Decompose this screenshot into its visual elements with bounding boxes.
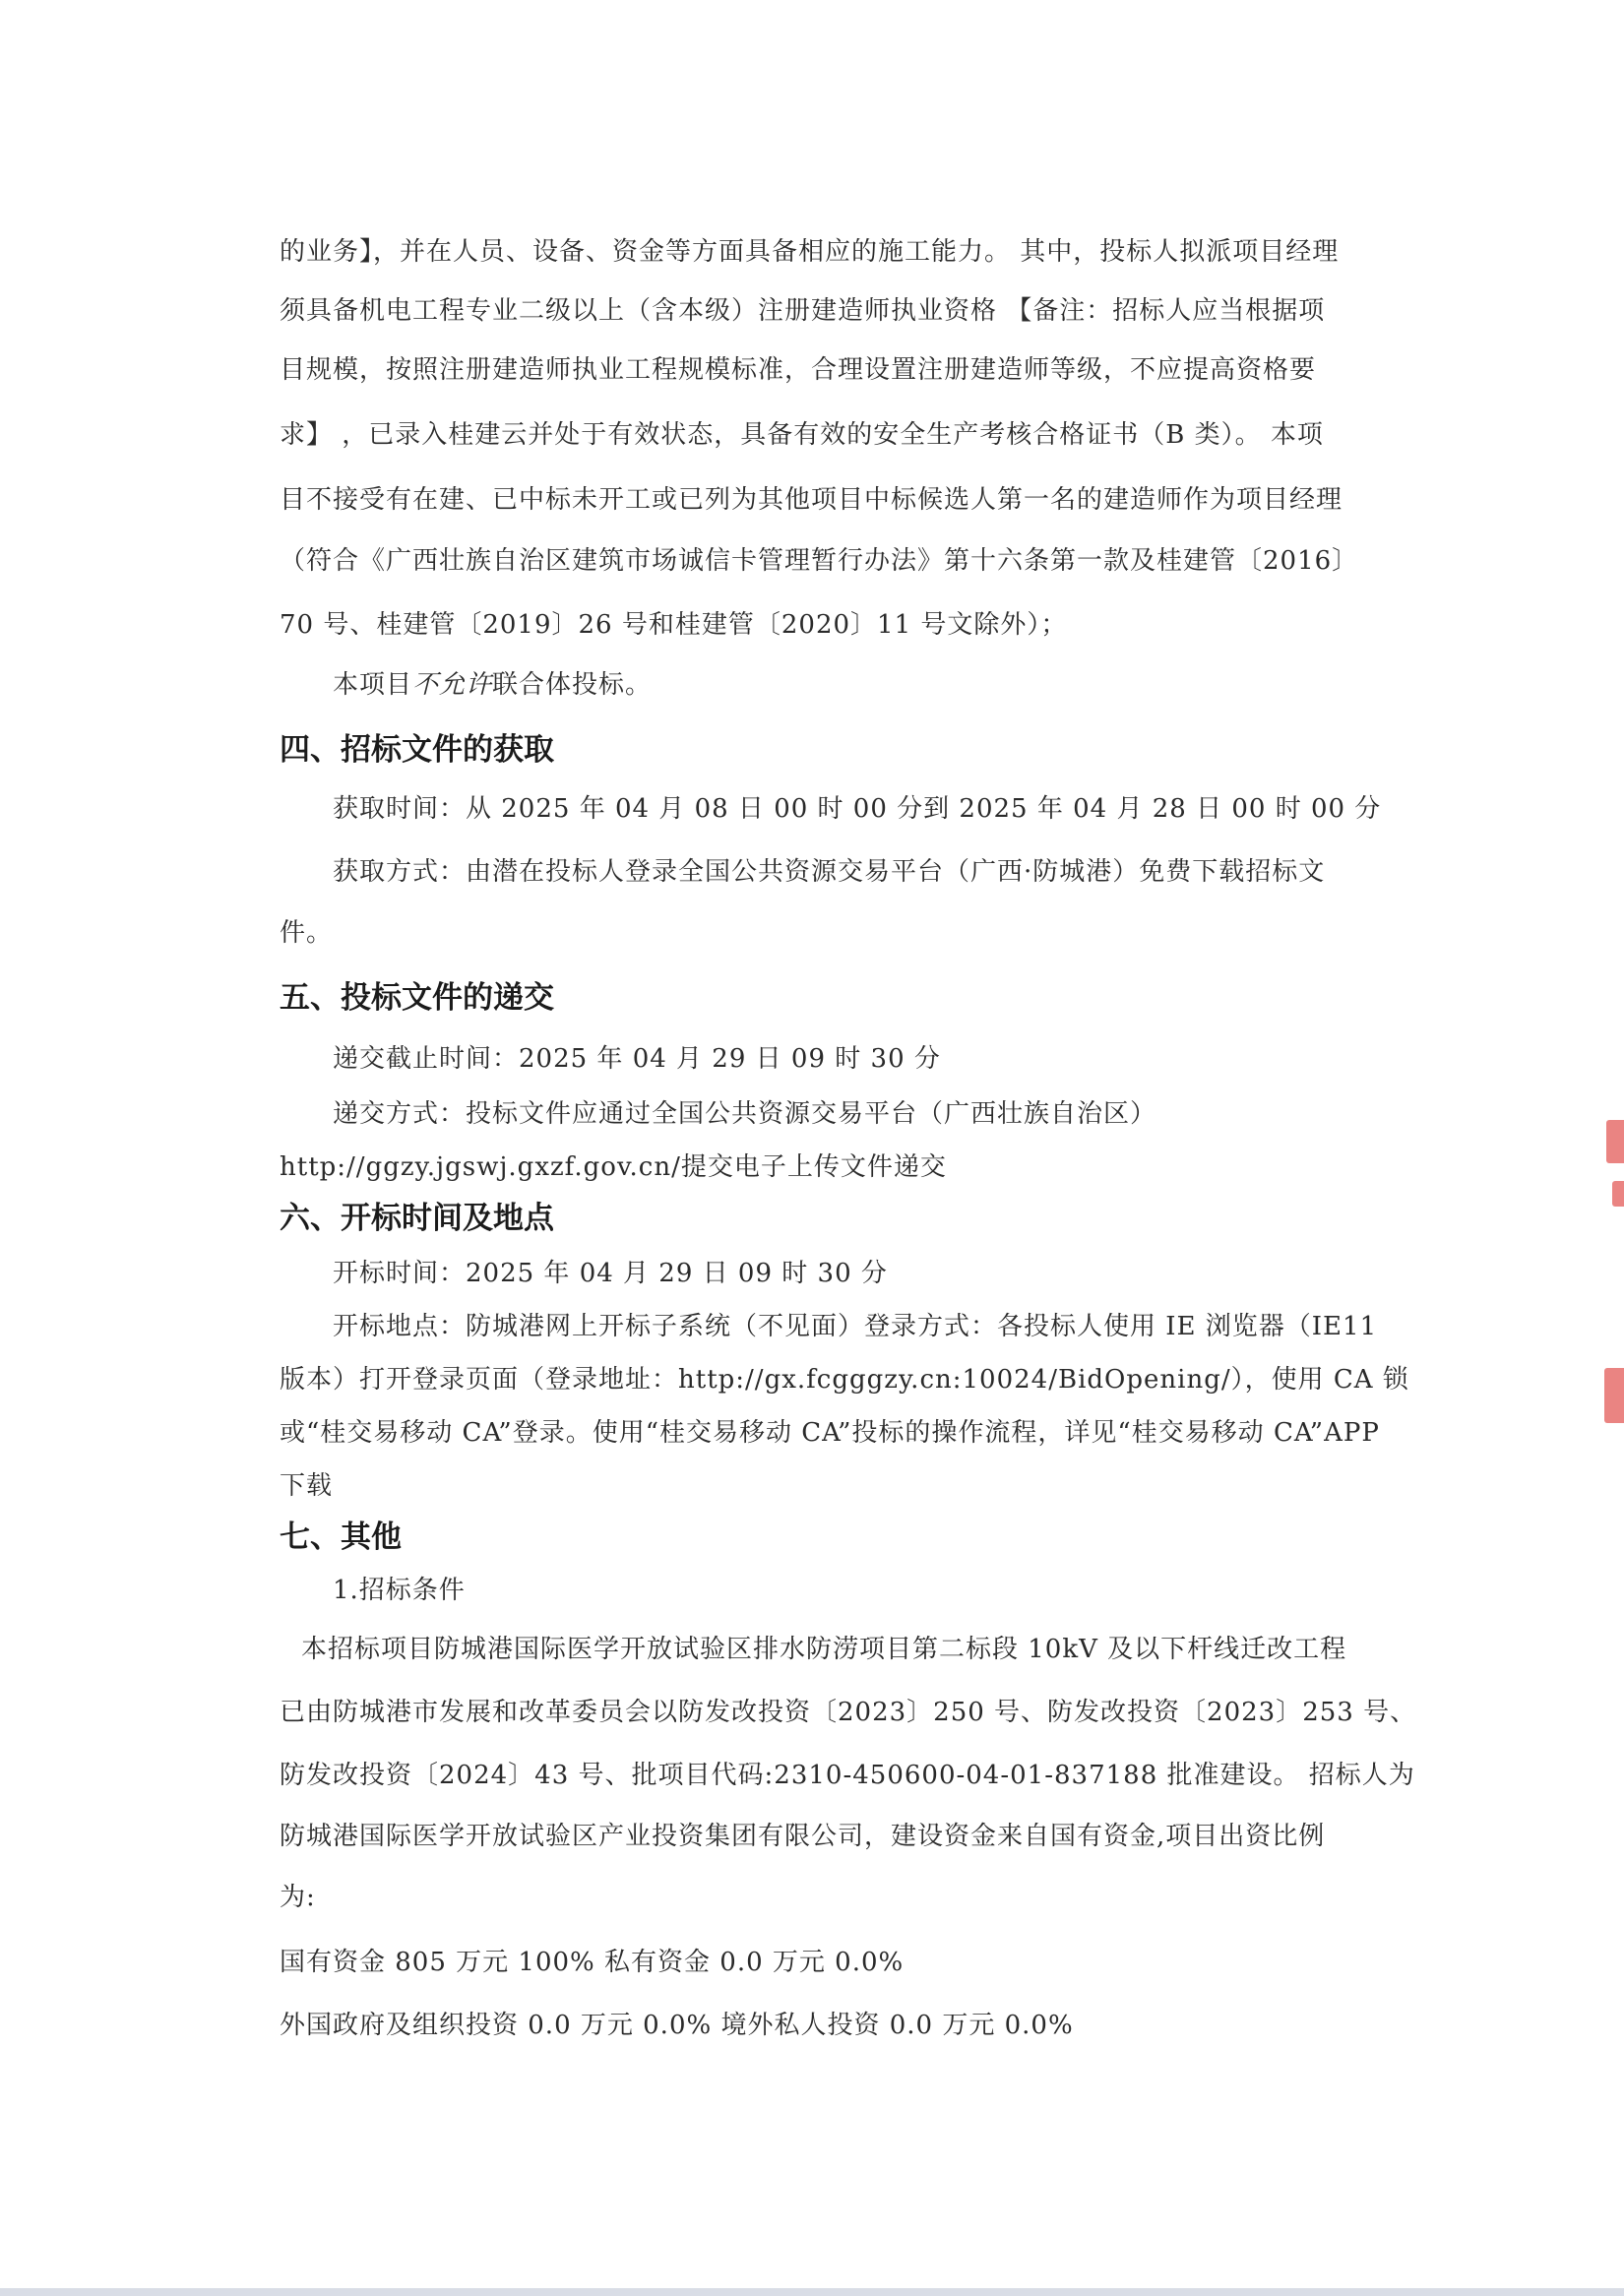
para1-line-6: （符合《广西壮族自治区建筑市场诚信卡管理暂行办法》第十六条第一款及桂建管〔2016〕: [280, 546, 1359, 576]
para1-line-2: 须具备机电工程专业二级以上（含本级）注册建造师执业资格 【备注：招标人应当根据项: [280, 296, 1326, 326]
section4-title: 四、招标文件的获取: [280, 732, 554, 768]
section4-method-line2: 件。: [280, 918, 334, 948]
section5-title: 五、投标文件的递交: [280, 980, 554, 1016]
section7-title: 七、其他: [280, 1520, 402, 1555]
para1-line-1: 的业务】，并在人员、设备、资金等方面具备相应的施工能力。 其中，投标人拟派项目经理: [280, 237, 1340, 267]
section7-body-line4: 防城港国际医学开放试验区产业投资集团有限公司，建设资金来自国有资金,项目出资比例: [280, 1822, 1326, 1851]
section7-body-line5: 为:: [280, 1883, 316, 1912]
section6-place-line1: 开标地点：防城港网上开标子系统（不见面）登录方式：各投标人使用 IE 浏览器（IE11: [333, 1312, 1378, 1341]
section5-deadline: 递交截止时间：2025 年 04 月 29 日 09 时 30 分: [333, 1044, 941, 1074]
para1-line-5: 目不接受有在建、已中标未开工或已列为其他项目中标候选人第一名的建造师作为项目经理: [280, 485, 1343, 515]
section6-place-line3: 或“桂交易移动 CA”登录。使用“桂交易移动 CA”投标的操作流程，详见“桂交易移动 CA”APP: [280, 1418, 1380, 1448]
section6-time: 开标时间：2025 年 04 月 29 日 09 时 30 分: [333, 1259, 888, 1288]
seal-stamp-fragment: [1596, 1102, 1624, 1437]
section6-place-line4: 下载: [280, 1471, 334, 1501]
section4-method-line1: 获取方式：由潜在投标人登录全国公共资源交易平台（广西·防城港）免费下载招标文: [333, 857, 1326, 887]
page-bottom-edge: [0, 2288, 1624, 2296]
section4-time: 获取时间：从 2025 年 04 月 08 日 00 时 00 分到 2025 年 04 月 28 日 00 时 00 分: [333, 794, 1382, 824]
consortium-line: [333, 667, 652, 703]
section6-place-line2: 版本）打开登录页面（登录地址：http://gx.fcgggzy.cn:10024/BidOpening/），使用 CA 锁: [280, 1365, 1409, 1395]
section7-body-line3: 防发改投资〔2024〕43 号、批项目代码:2310-450600-04-01-837188 批准建设。 招标人为: [280, 1761, 1415, 1790]
consortium-prefix: 本项目: [333, 670, 413, 700]
section7-funding-line1: 国有资金 805 万元 100% 私有资金 0.0 万元 0.0%: [280, 1948, 905, 1977]
section5-method-line2: http://ggzy.jgswj.gxzf.gov.cn/提交电子上传文件递交: [280, 1152, 947, 1182]
section5-method-line1: 递交方式：投标文件应通过全国公共资源交易平台（广西壮族自治区）: [333, 1099, 1157, 1129]
section6-title: 六、开标时间及地点: [280, 1201, 554, 1236]
section7-subtitle: 1.招标条件: [333, 1576, 466, 1605]
para1-line-7: 70 号、桂建管〔2019〕26 号和桂建管〔2020〕11 号文除外）；: [280, 610, 1068, 640]
para1-line-4: 求】 ，已录入桂建云并处于有效状态，具备有效的安全生产考核合格证书（B 类）。 本项: [280, 420, 1324, 450]
consortium-suffix: 联合体投标。: [492, 670, 653, 700]
consortium-emphasis: 不允许: [412, 670, 493, 700]
section7-body-line2: 已由防城港市发展和改革委员会以防发改投资〔2023〕250 号、防发改投资〔2023〕253 号、: [280, 1698, 1417, 1727]
section7-funding-line2: 外国政府及组织投资 0.0 万元 0.0% 境外私人投资 0.0 万元 0.0%: [280, 2011, 1074, 2040]
section7-body-line1: 本招标项目防城港国际医学开放试验区排水防涝项目第二标段 10kV 及以下杆线迁改工程: [301, 1635, 1347, 1664]
para1-line-3: 目规模，按照注册建造师执业工程规模标准，合理设置注册建造师等级，不应提高资格要: [280, 355, 1317, 385]
